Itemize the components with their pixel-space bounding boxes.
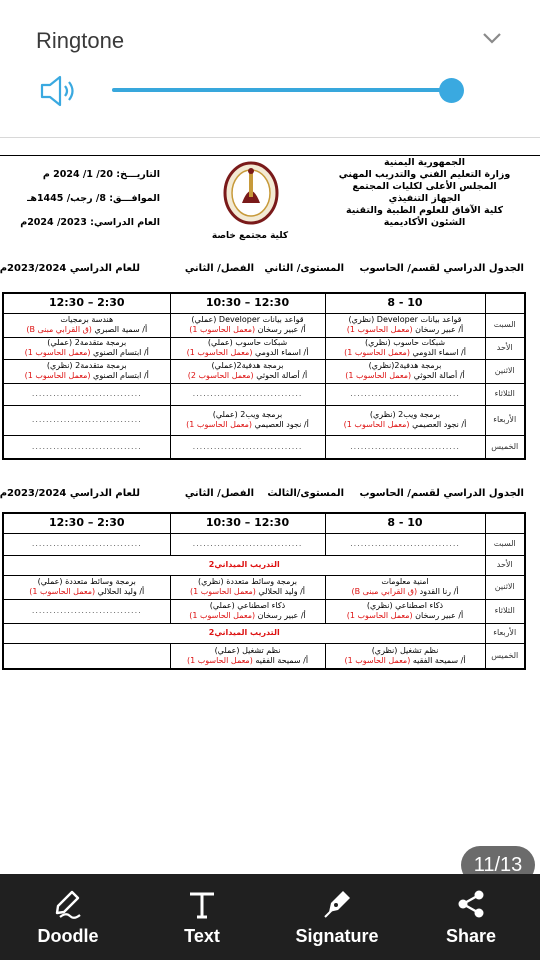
header-line: كلية الآفاق للعلوم الطبية والتقنية — [345, 205, 504, 216]
course-teacher: أ/ ابتسام الصنوي (معمل الحاسوب 1) — [24, 371, 149, 380]
course-name: نظم تشغيل (عملي) — [214, 645, 281, 655]
course-teacher: أ/ عبير رسخان (معمل الحاسوب 1) — [346, 325, 464, 334]
course-room: (معمل الحاسوب 1) — [345, 371, 412, 380]
ringtone-title: Ringtone — [36, 28, 125, 53]
course-name: برمجة وسائط متعددة (عملي) — [37, 577, 136, 586]
header-institution — [337, 157, 512, 229]
course-teacher: أ/ نجود العصيمي (معمل الحاسوب 1) — [186, 420, 309, 429]
day-cell: الأحد — [485, 555, 525, 575]
course-room: (معمل الحاسوب 1) — [29, 587, 96, 596]
course-cell — [170, 575, 325, 599]
period-header: 12:30 – 10:30 — [170, 513, 325, 533]
course-teacher: أ/ اسماء الدومي (معمل الحاسوب 1) — [186, 348, 309, 357]
header-line: وزارة التعليم الفني والتدريب المهني — [338, 169, 511, 180]
signature-icon — [321, 888, 353, 920]
day-cell: السبت — [485, 533, 525, 555]
course-room: (معمل الحاسوب 2) — [187, 371, 254, 380]
course-teacher: أ/ سميحة الفقيه (معمل الحاسوب 1) — [344, 655, 466, 665]
logo-caption: كلية مجتمع خاصة — [211, 231, 289, 241]
course-room: (ق القرابي مبنى B) — [26, 325, 92, 334]
course-room: (معمل الحاسوب 1) — [344, 348, 410, 357]
course-room: (معمل الحاسوب 1) — [346, 325, 413, 334]
course-room: (معمل الحاسوب 1) — [344, 655, 411, 665]
course-teacher: أ/ سميحة الفقيه (معمل الحاسوب 1) — [186, 655, 309, 665]
volume-slider[interactable] — [112, 88, 454, 92]
chevron-down-icon[interactable] — [480, 28, 504, 48]
text-label: Text — [184, 926, 220, 946]
course-cell: ............................... — [3, 435, 170, 459]
schedule-term: الفصل/ الثاني — [184, 488, 254, 499]
schedule-year: للعام الدراسي 2023/2024م — [0, 488, 140, 499]
text-button[interactable] — [142, 874, 262, 960]
header-line: الجمهورية اليمنية — [384, 157, 465, 168]
header-line: الجهاز التنفيذي — [388, 193, 461, 204]
course-cell: ............................... — [3, 405, 170, 435]
course-cell: ............................... — [170, 435, 325, 459]
course-cell — [170, 599, 325, 623]
course-name: برمجة هدفية2(عملي) — [211, 361, 284, 370]
signature-button[interactable] — [277, 874, 397, 960]
field-training-cell: التدريب الميداني2 — [3, 555, 485, 575]
table-row — [3, 575, 525, 599]
table-row — [3, 599, 525, 623]
course-cell: ............................... — [3, 383, 170, 405]
course-cell — [3, 337, 170, 359]
course-name: برمجة وسائط متعددة (نظري) — [197, 577, 298, 586]
document-page[interactable] — [0, 138, 540, 874]
day-cell: الثلاثاء — [485, 383, 525, 405]
table-row — [3, 337, 525, 359]
day-cell: الأربعاء — [485, 623, 525, 643]
college-logo — [222, 159, 280, 225]
course-cell — [3, 643, 170, 669]
header-line: المجلس الأعلى لكليات المجتمع — [352, 181, 497, 192]
share-button[interactable] — [411, 874, 531, 960]
course-cell — [325, 337, 485, 359]
course-room: (معمل الحاسوب 1) — [189, 325, 256, 334]
course-name: قواعد بيانات Developer (نظري) — [348, 315, 462, 324]
period-header: 10 - 8 — [325, 293, 485, 313]
header-line: الشئون الأكاديمية — [383, 217, 466, 228]
course-room: (معمل الحاسوب 1) — [186, 348, 253, 357]
speaker-icon[interactable] — [38, 72, 80, 110]
course-room: (ق القرابي مبنى B) — [351, 587, 418, 596]
course-cell — [3, 313, 170, 337]
day-cell: الثلاثاء — [485, 599, 525, 623]
table-header-row — [3, 513, 525, 533]
course-cell — [3, 359, 170, 383]
table-row — [3, 435, 525, 459]
day-cell: الاثنين — [485, 575, 525, 599]
share-icon — [455, 888, 487, 920]
course-room: (معمل الحاسوب 1) — [189, 611, 256, 620]
course-cell — [170, 313, 325, 337]
course-name: امنية معلومات — [381, 577, 429, 586]
doodle-label: Doodle — [37, 926, 99, 946]
page-indicator: 11/13 — [461, 846, 535, 874]
course-cell: ............................... — [325, 533, 485, 555]
day-cell: الاثنين — [485, 359, 525, 383]
course-cell — [325, 643, 485, 669]
course-name: قواعد بيانات Developer (عملي) — [191, 315, 304, 324]
schedule-dept: الجدول الدراسي لقسم/ الحاسوب — [359, 263, 524, 274]
schedule-level: المستوى/الثالث — [267, 488, 344, 499]
course-name: برمجة متقدمة2 (عملي) — [47, 338, 127, 347]
table-row — [3, 555, 525, 575]
schedule1-title — [0, 263, 524, 277]
course-cell — [325, 405, 485, 435]
table-row — [3, 623, 525, 643]
date-line: العام الدراسي: 2023/ 2024م — [20, 217, 160, 228]
period-header: 2:30 – 12:30 — [3, 513, 170, 533]
page-top-rule — [0, 155, 540, 156]
course-name: برمجة هدفية2(نظري) — [368, 361, 442, 370]
period-header: 12:30 – 10:30 — [170, 293, 325, 313]
course-room: (معمل الحاسوب 1) — [189, 587, 256, 596]
course-teacher: أ/ نجود العصيمي (معمل الحاسوب 1) — [343, 420, 467, 429]
course-cell — [3, 575, 170, 599]
field-training-cell: التدريب الميداني2 — [3, 623, 485, 643]
share-label: Share — [445, 926, 497, 946]
period-header: 2:30 – 12:30 — [3, 293, 170, 313]
table-row — [3, 533, 525, 555]
schedule-dept: الجدول الدراسي لقسم/ الحاسوب — [359, 488, 524, 499]
course-name: برمجة متقدمة2 (نظري) — [46, 361, 127, 370]
course-cell: ............................... — [170, 533, 325, 555]
date-line: الموافـــق: 8/ رجب/ 1445هـ — [27, 193, 160, 204]
schedule2-title — [0, 488, 524, 502]
ringtone-volume-panel — [0, 0, 540, 138]
course-room: (معمل الحاسوب 1) — [343, 420, 410, 429]
course-cell — [170, 359, 325, 383]
table-row — [3, 359, 525, 383]
course-cell — [170, 405, 325, 435]
course-teacher: أ/ عبير رسخان (معمل الحاسوب 1) — [189, 611, 306, 620]
schedule2-table — [2, 512, 526, 670]
course-cell — [170, 643, 325, 669]
course-name: شبكات حاسوب (عملي) — [207, 338, 288, 347]
date-line: التاريـــخ: 20/ 1/ 2024 م — [42, 169, 160, 180]
course-teacher: أ/ عبير رسخان (معمل الحاسوب 1) — [189, 325, 306, 334]
course-name: برمجة ويب2 (عملي) — [212, 410, 283, 419]
course-name: شبكات حاسوب (نظري) — [364, 338, 446, 347]
course-name: ذكاء اصطناعي (عملي) — [209, 601, 286, 610]
course-name: برمجة ويب2 (نظري) — [369, 410, 441, 419]
course-teacher: أ/ أصالة الحوثي (معمل الحاسوب 2) — [187, 371, 308, 380]
course-teacher: أ/ وليد الحلالي (معمل الحاسوب 1) — [29, 587, 145, 596]
course-cell — [325, 313, 485, 337]
period-header: 10 - 8 — [325, 513, 485, 533]
day-cell: الخميس — [485, 643, 525, 669]
course-name: هندسة برمجيات — [60, 315, 114, 324]
course-cell — [170, 337, 325, 359]
course-room: (معمل الحاسوب 1) — [186, 420, 253, 429]
doodle-icon — [52, 888, 84, 920]
day-header — [485, 513, 525, 533]
course-room: (معمل الحاسوب 1) — [186, 655, 253, 665]
table-header-row — [3, 293, 525, 313]
volume-slider-thumb[interactable] — [439, 78, 464, 103]
course-room: (معمل الحاسوب 1) — [24, 348, 91, 357]
table-row — [3, 313, 525, 337]
volume-slider-fill — [112, 88, 454, 92]
course-cell: ............................... — [3, 599, 170, 623]
schedule-term: الفصل/ الثاني — [184, 263, 254, 274]
course-teacher: أ/ سمية الصبري (ق القرابي مبنى B) — [26, 325, 148, 334]
table-row — [3, 643, 525, 669]
course-cell: ............................... — [3, 533, 170, 555]
course-teacher: أ/ اسماء الدومي (معمل الحاسوب 1) — [344, 348, 466, 357]
course-cell — [325, 575, 485, 599]
course-cell — [325, 359, 485, 383]
course-teacher: أ/ عبير رسخان (معمل الحاسوب 1) — [346, 611, 464, 620]
day-cell: السبت — [485, 313, 525, 337]
course-name: ذكاء اصطناعي (نظري) — [366, 601, 444, 610]
header-dates — [20, 169, 160, 241]
table-row — [3, 383, 525, 405]
schedule-year: للعام الدراسي 2023/2024م — [0, 263, 140, 274]
course-cell: ............................... — [325, 435, 485, 459]
course-cell: ............................... — [170, 383, 325, 405]
day-cell: الأربعاء — [485, 405, 525, 435]
course-cell: ............................... — [325, 383, 485, 405]
course-teacher: أ/ ابتسام الصنوي (معمل الحاسوب 1) — [24, 348, 149, 357]
course-teacher: أ/ وليد الحلالي (معمل الحاسوب 1) — [189, 587, 306, 596]
schedule1-table — [2, 292, 526, 460]
doodle-button[interactable] — [8, 874, 128, 960]
course-teacher: أ/ رنا القدود (ق القرابي مبنى B) — [351, 587, 459, 596]
course-teacher: أ/ أصالة الحوثي (معمل الحاسوب 1) — [345, 371, 465, 380]
bottom-toolbar — [0, 874, 540, 960]
course-cell — [325, 599, 485, 623]
course-room: (معمل الحاسوب 1) — [346, 611, 413, 620]
course-name: نظم تشغيل (نظري) — [371, 645, 439, 655]
day-header — [485, 293, 525, 313]
signature-label: Signature — [295, 926, 379, 946]
text-icon — [186, 888, 218, 920]
table-row — [3, 405, 525, 435]
schedule-level: المستوى/ الثاني — [264, 263, 344, 274]
course-room: (معمل الحاسوب 1) — [24, 371, 91, 380]
day-cell: الخميس — [485, 435, 525, 459]
day-cell: الأحد — [485, 337, 525, 359]
